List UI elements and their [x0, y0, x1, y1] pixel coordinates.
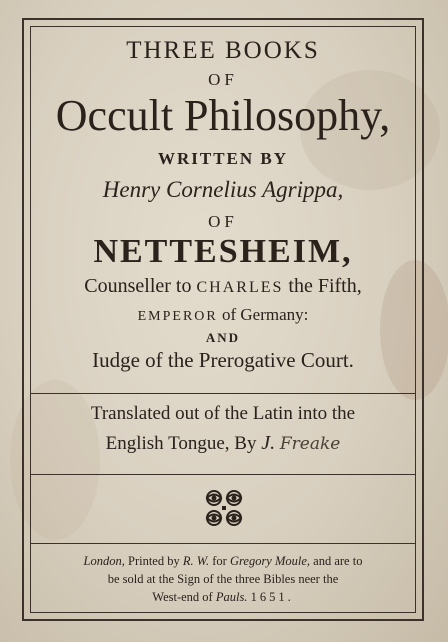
imprint-publisher: Gregory Moule, [229, 554, 311, 568]
of-germany-text: of Germany: [221, 305, 309, 324]
author-name: Henry Cornelius Agrippa, [102, 177, 344, 202]
title-line-iudge: Iudge of the Prerogative Court. [92, 348, 354, 372]
imprint-line-1 [30, 555, 416, 568]
printers-ornament-icon [203, 487, 245, 529]
imprint-and-are-to: and are to [313, 554, 363, 568]
translator-signature: Freake [279, 434, 341, 454]
imprint-year: 1651. [250, 590, 294, 604]
title-line-written-by: WRITTEN BY [157, 149, 289, 168]
divider-rule [30, 393, 416, 394]
counseller-text: Counseller to [84, 275, 192, 297]
imprint-for: for [212, 554, 227, 568]
charles-text: CHARLES [196, 279, 284, 296]
title-line-emperor [30, 306, 416, 324]
imprint-line-2: be sold at the Sign of the three Bibles neer the [107, 572, 339, 586]
imprint-west-end: West-end of [152, 590, 213, 604]
the-fifth-text: the Fifth, [288, 275, 362, 297]
title-line-of: OF [208, 70, 238, 89]
translator-initial: J. [261, 432, 276, 454]
title-line-occult-philosophy: Occult Philosophy, [55, 91, 391, 140]
divider-rule [30, 474, 416, 475]
title-line-and: AND [205, 330, 241, 345]
title-line-three-books: THREE BOOKS [126, 37, 320, 64]
imprint-printed-by: Printed by [128, 554, 180, 568]
title-line-counseller [30, 276, 416, 296]
translated-line-2 [30, 433, 416, 453]
imprint-line-3 [30, 591, 416, 604]
title-line-of-2: OF [208, 212, 238, 231]
divider-rule [30, 543, 416, 544]
english-tongue-text: English Tongue, By [105, 433, 257, 454]
translated-line-1: Translated out of the Latin into the [90, 403, 356, 424]
emperor-text: EMPEROR [137, 309, 218, 324]
imprint-london: London, [83, 554, 125, 568]
imprint-printer: R. W. [182, 554, 210, 568]
title-line-nettesheim: NETTESHEIM, [93, 233, 353, 270]
imprint-pauls: Pauls. [215, 590, 248, 604]
